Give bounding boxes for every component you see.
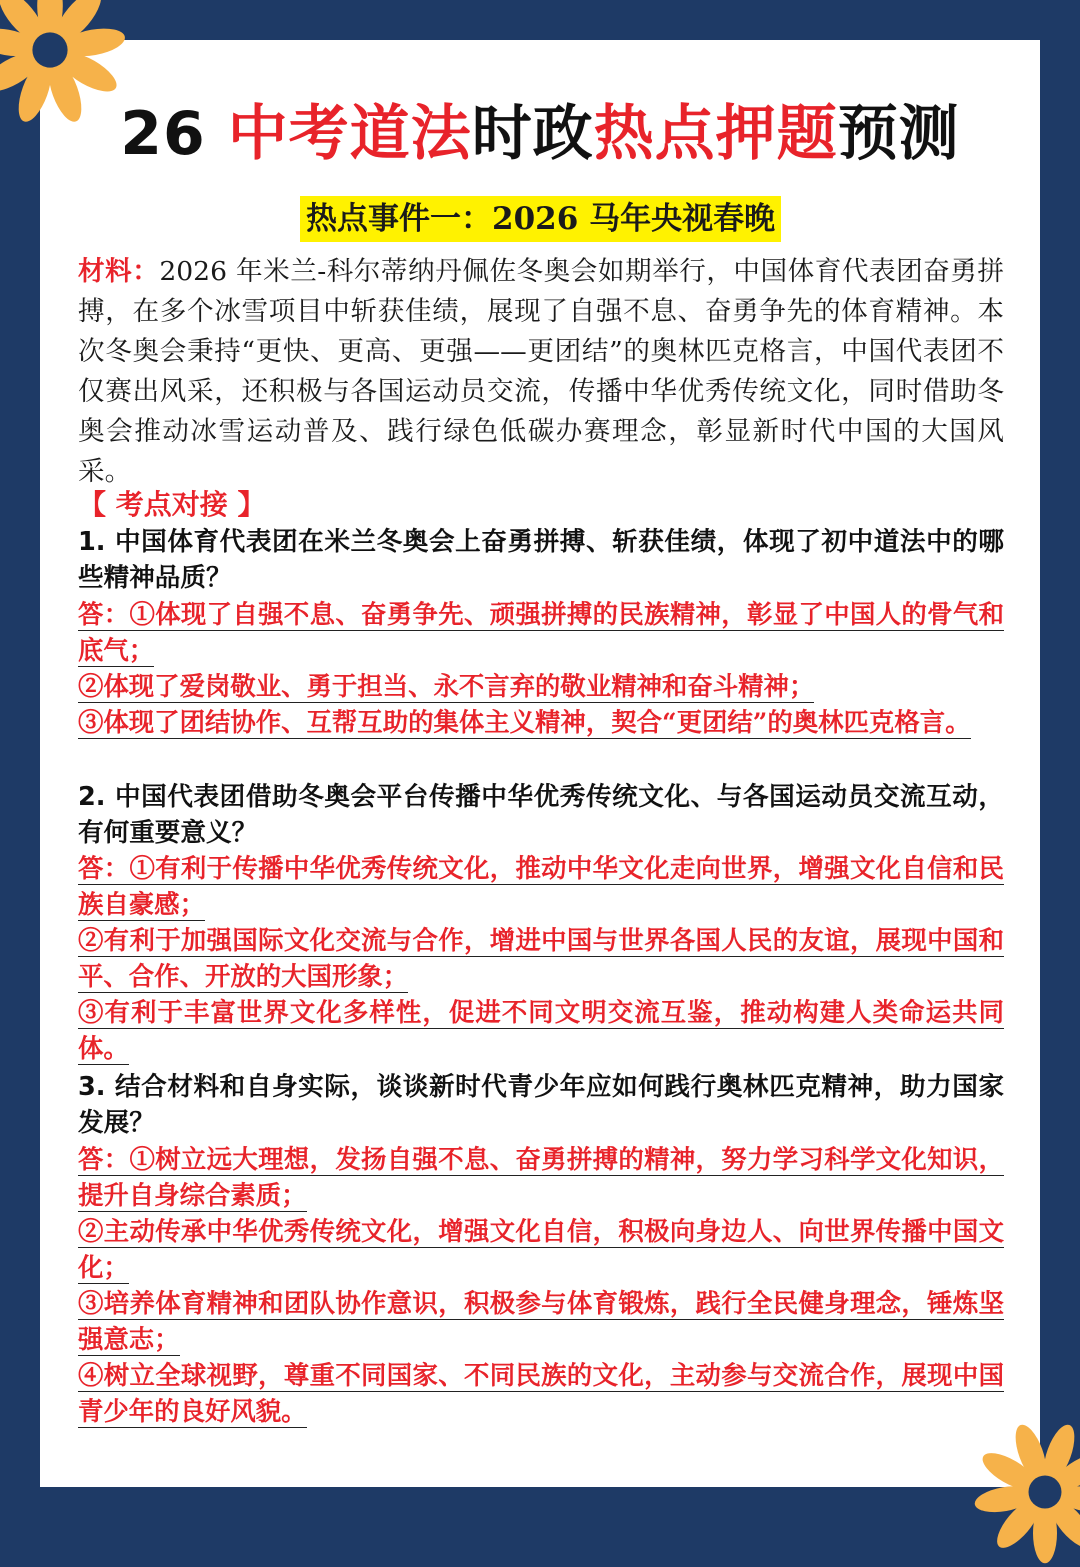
answer-line: ②体现了爱岗敬业、勇于担当、永不言弃的敬业精神和奋斗精神；	[78, 671, 815, 701]
answer-block-3	[78, 1141, 1004, 1429]
answer-line: ③体现了团结协作、互帮互助的集体主义精神，契合“更团结”的奥林匹克格言。	[78, 707, 971, 737]
answer-line: 答：①体现了自强不息、奋勇争先、顽强拼搏的民族精神，彰显了中国人的骨气和底气；	[78, 599, 1004, 665]
answer-line: ②有利于加强国际文化交流与合作，增进中国与世界各国人民的友谊，展现中国和平、合作、开放的大国形象；	[78, 925, 1004, 991]
answer-line: 答：①树立远大理想，发扬自强不息、奋勇拼搏的精神，努力学习科学文化知识，提升自身综合素质；	[78, 1144, 1004, 1210]
question-3: 3. 结合材料和自身实际，谈谈新时代青少年应如何践行奥林匹克精神，助力国家发展？	[78, 1072, 1004, 1138]
answer-line: ②主动传承中华优秀传统文化，增强文化自信，积极向身边人、向世界传播中国文化；	[78, 1216, 1004, 1282]
answer-line: ④树立全球视野，尊重不同国家、不同民族的文化，主动参与交流合作，展现中国青少年的良好风貌。	[78, 1360, 1004, 1426]
flower-icon	[0, 0, 130, 130]
title-part: 中考道法	[227, 99, 472, 169]
answer-block-2	[78, 850, 1004, 1066]
material-paragraph	[78, 252, 1004, 492]
answer-line: 答：①有利于传播中华优秀传统文化，推动中华文化走向世界，增强文化自信和民族自豪感；	[78, 853, 1004, 919]
section-heading: 【 考点对接 】	[78, 488, 266, 521]
event-heading: 热点事件一：2026 马年央视春晚	[300, 196, 781, 242]
material-text: 2026 年米兰-科尔蒂纳丹佩佐冬奥会如期举行，中国体育代表团奋勇拼搏，在多个冰雪项目中斩获佳绩，展现了自强不息、奋勇争先的体育精神。本次冬奥会秉持“更快、更高、更强——更团结”的奥林匹克格言，中国代表团不仅赛出风采，还积极与各国运动员交流，传播中华优秀传统文化，同时借助冬奥会推动冰雪运动普及、践行绿色低碳办赛理念，彰显新时代中国的大国风采。	[78, 256, 1004, 487]
title-part: 预测	[837, 99, 960, 169]
answer-block-1	[78, 596, 1004, 740]
title-part: 26	[120, 99, 228, 169]
answer-line: ③培养体育精神和团队协作意识，积极参与体育锻炼，践行全民健身理念，锤炼坚强意志；	[78, 1288, 1004, 1354]
question-1: 1. 中国体育代表团在米兰冬奥会上奋勇拼搏、斩获佳绩，体现了初中道法中的哪些精神品质？	[78, 527, 1004, 593]
title-part: 时政	[471, 99, 594, 169]
question-2: 2. 中国代表团借助冬奥会平台传播中华优秀传统文化、与各国运动员交流互动，有何重要意义？	[78, 782, 1004, 848]
answer-line: ③有利于丰富世界文化多样性，促进不同文明交流互鉴，推动构建人类命运共同体。	[78, 997, 1004, 1063]
page-title	[0, 92, 1080, 176]
material-lead: 材料：	[78, 256, 160, 287]
flower-icon	[970, 1417, 1080, 1567]
title-part: 热点押题	[593, 99, 838, 169]
